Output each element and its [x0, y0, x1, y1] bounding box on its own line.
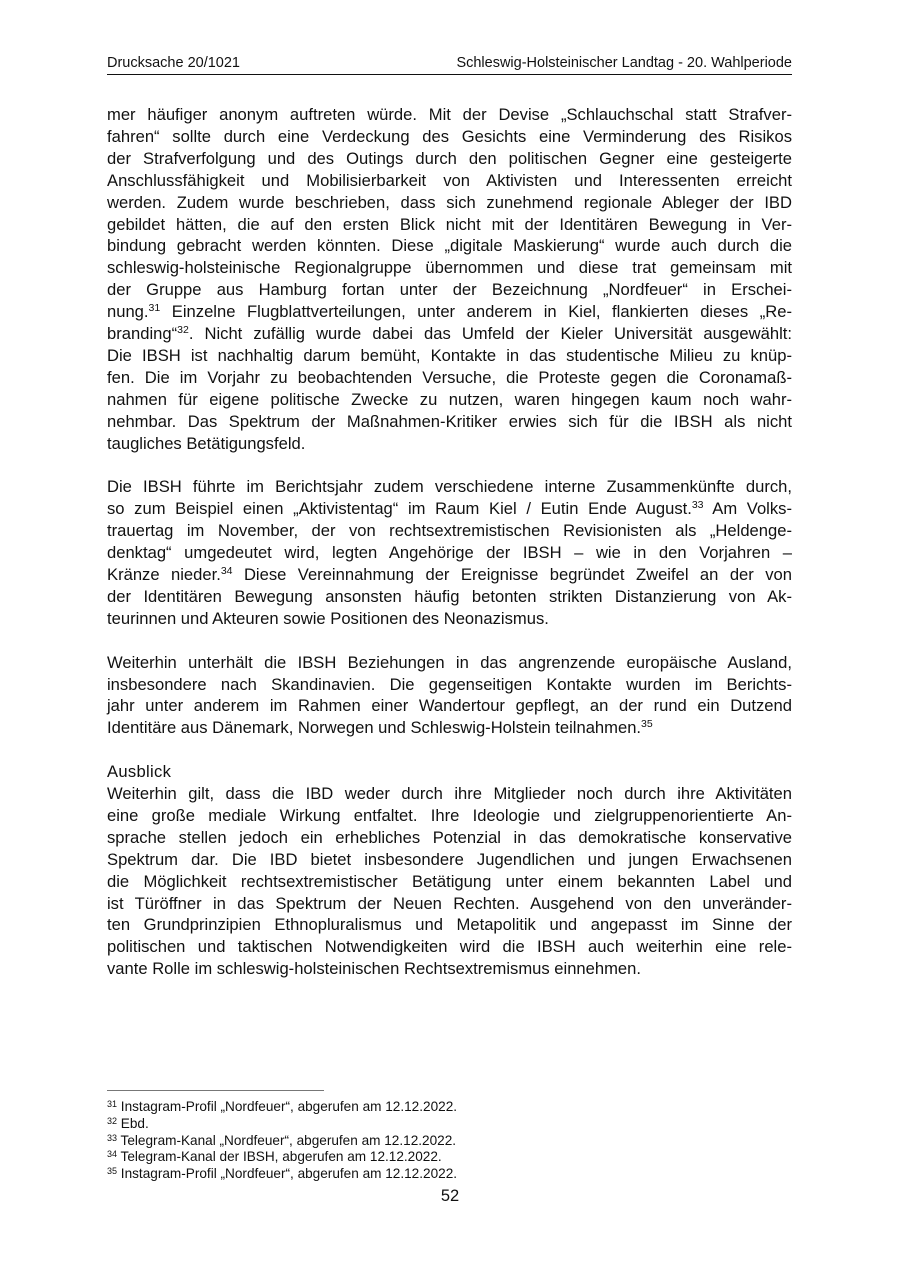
text-line: [107, 279, 792, 301]
footnote: [107, 1149, 792, 1166]
footnote-text: Ebd.: [117, 1115, 149, 1131]
text-line: [107, 323, 792, 345]
text-run: der Gruppe aus Hamburg fortan unter der Bezeichnung „Nordfeuer“ in Erschei-: [107, 280, 792, 300]
text-run: denktag“ umgedeutet wird, legten Angehörige der IBSH – wie in den Vorjahren –: [107, 543, 792, 563]
footnote-number: 35: [107, 1166, 118, 1177]
text-run: Weiterhin unterhält die IBSH Beziehungen in das angrenzende europäische Ausland,: [107, 652, 792, 672]
text-run: jahr unter anderem im Rahmen einer Wandertour gepflegt, an der rund ein Dutzend: [107, 696, 792, 716]
text-run: mer häufiger anonym auftreten würde. Mit der Devise „Schlauchschal statt Strafver-: [107, 105, 792, 124]
footnote-number: 31: [107, 1099, 118, 1109]
text-run: nahmen für eigene politische Zwecke zu nutzen, waren hingegen kaum noch wahr-: [107, 389, 792, 409]
text-run: Identitäre aus Dänemark, Norwegen und Schleswig-Holstein teilnahmen.: [107, 718, 642, 738]
text-run: taugliches Betätigungsfeld.: [107, 433, 306, 453]
footnote-text: Instagram-Profil „Nordfeuer“, abgerufen am 12.12.2022.: [117, 1099, 458, 1114]
paragraph: [107, 783, 792, 980]
text-line: [107, 148, 792, 170]
text-run: Die IBSH ist nachhaltig darum bemüht, Kontakte in das studentische Milieu zu knüp-: [107, 345, 792, 365]
page-number: 52: [440, 1187, 460, 1205]
text-line: [107, 542, 792, 564]
text-run: insbesondere nach Skandinavien. Die gegenseitigen Kontakte wurden im Berichts-: [107, 674, 792, 694]
text-line: [107, 717, 792, 739]
footnote-text: Telegram-Kanal der IBSH, abgerufen am 12.12.2022.: [117, 1149, 442, 1165]
text-run: nung.: [107, 302, 149, 322]
footnote-number: 34: [107, 1149, 118, 1160]
text-run: Kränze nieder.: [107, 565, 221, 585]
paragraph: [107, 104, 792, 455]
text-run: politischen und taktischen Notwendigkeiten wird die IBSH auch weiterhin eine rele-: [107, 937, 792, 957]
text-line: [107, 214, 792, 236]
text-line: [107, 367, 792, 389]
text-run: bindung gebracht werden könnten. Diese „digitale Maskierung“ wurde auch durch die: [107, 236, 792, 256]
text-line: [107, 498, 792, 520]
footnote: [107, 1116, 792, 1133]
footnote-ref: 32: [177, 324, 189, 337]
text-run: der Strafverfolgung und des Outings durch den politischen Gegner eine gesteigerte: [107, 148, 792, 168]
footnote-number: 32: [107, 1115, 118, 1126]
text-run: branding“: [107, 324, 178, 344]
paragraph: [107, 476, 792, 629]
text-run: Diese Vereinnahmung der Ereignisse begründet Zweifel an der von: [232, 565, 792, 585]
footnote: [107, 1166, 792, 1183]
text-line: [107, 805, 792, 827]
text-line: [107, 301, 792, 323]
text-run: . Nicht zufällig wurde dabei das Umfeld der Kieler Universität ausgewählt:: [188, 324, 792, 344]
footnote-ref: 35: [641, 718, 653, 731]
text-line: [107, 783, 792, 805]
text-line: [107, 849, 792, 871]
text-run: ten Grundprinzipien Ethnopluralismus und Metapolitik und angepasst im Sinne der: [107, 915, 792, 935]
text-run: schleswig-holsteinische Regionalgruppe übernommen und diese trat gemeinsam mit: [107, 258, 792, 278]
footnotes: [107, 1099, 792, 1183]
page-header: [107, 54, 792, 75]
text-line: [107, 652, 792, 674]
text-run: Anschlussfähigkeit und Mobilisierbarkeit von Aktivisten und Interessenten erreicht: [107, 170, 792, 190]
text-line: [107, 936, 792, 958]
parliament-title: Schleswig-Holsteinischer Landtag - 20. Wahlperiode: [456, 55, 792, 71]
text-run: nehmbar. Das Spektrum der Maßnahmen-Kritiker erwies sich für die IBSH als nicht: [107, 411, 792, 431]
text-line: [107, 608, 792, 630]
text-line: [107, 827, 792, 849]
text-run: Weiterhin gilt, dass die IBD weder durch ihre Mitglieder noch durch ihre Aktivitäten: [107, 784, 792, 804]
body-text: [107, 104, 792, 980]
paragraph: [107, 652, 792, 740]
document-number: Drucksache 20/1021: [107, 55, 240, 71]
text-line: [107, 674, 792, 696]
text-line: [107, 914, 792, 936]
text-line: [107, 411, 792, 433]
text-run: fahren“ sollte durch eine Verdeckung des Gesichts eine Verminderung des Risikos: [107, 126, 792, 146]
footnote-ref: 34: [220, 565, 233, 578]
text-line: [107, 235, 792, 257]
text-line: [107, 257, 792, 279]
text-run: Einzelne Flugblattverteilungen, unter anderem in Kiel, flankierten dieses „Re-: [160, 302, 792, 322]
text-line: [107, 345, 792, 367]
text-run: Am Volks-: [703, 499, 792, 519]
text-line: [107, 170, 792, 192]
text-line: [107, 564, 792, 586]
section-heading: Ausblick: [107, 762, 172, 782]
text-run: so zum Beispiel einen „Aktivistentag“ im Raum Kiel / Eutin Ende August.: [107, 499, 692, 519]
text-run: gebildet hätten, die auf den ersten Blick nicht mit der Identitären Bewegung in Ver-: [107, 214, 792, 234]
text-run: Die IBSH führte im Berichtsjahr zudem verschiedene interne Zusammenkünfte durch,: [107, 477, 792, 497]
text-run: die Möglichkeit rechtsextremistischer Betätigung unter einem bekannten Label und: [107, 871, 792, 891]
text-line: [107, 520, 792, 542]
text-run: trauertag im November, der von rechtsextremistischen Revisionisten als „Heldenge-: [107, 521, 792, 541]
text-line: [107, 192, 792, 214]
text-run: der Identitären Bewegung ansonsten häufig betonten strikten Distanzierung von Ak-: [107, 586, 792, 606]
text-line: [107, 433, 792, 455]
text-line: [107, 586, 792, 608]
footnote: [107, 1099, 792, 1116]
text-run: Spektrum dar. Die IBD bietet insbesondere Jugendlichen und jungen Erwachsenen: [107, 849, 792, 869]
text-line: [107, 476, 792, 498]
footnote: [107, 1133, 792, 1150]
text-run: ist Türöffner in das Spektrum der Neuen Rechten. Ausgehend von den unveränder-: [107, 893, 792, 913]
footnote-ref: 33: [691, 499, 704, 512]
text-run: teurinnen und Akteuren sowie Positionen des Neonazismus.: [107, 608, 549, 628]
text-line: [107, 893, 792, 915]
text-run: sprache stellen jedoch ein erhebliches Potenzial in das demokratische konservative: [107, 827, 792, 847]
footnote-ref: 31: [148, 302, 161, 315]
text-line: [107, 958, 792, 980]
text-run: vante Rolle im schleswig-holsteinischen Rechtsextremismus einnehmen.: [107, 959, 641, 979]
text-run: eine große mediale Wirkung entfaltet. Ihre Ideologie und zielgruppenorientierte An-: [107, 805, 792, 825]
text-line: [107, 695, 792, 717]
text-run: fen. Die im Vorjahr zu beobachtenden Versuche, die Proteste gegen die Coronamaß-: [107, 367, 792, 387]
footnote-divider: [107, 1090, 324, 1091]
text-line: [107, 126, 792, 148]
footnote-number: 33: [107, 1132, 118, 1143]
text-line: [107, 871, 792, 893]
text-line: [107, 104, 792, 126]
text-line: [107, 389, 792, 411]
footnote-text: Telegram-Kanal „Nordfeuer“, abgerufen am 12.12.2022.: [117, 1132, 457, 1148]
text-run: werden. Zudem wurde beschrieben, dass sich zunehmend regionale Ableger der IBD: [107, 192, 792, 212]
footnote-text: Instagram-Profil „Nordfeuer“, abgerufen am 12.12.2022.: [117, 1166, 458, 1182]
